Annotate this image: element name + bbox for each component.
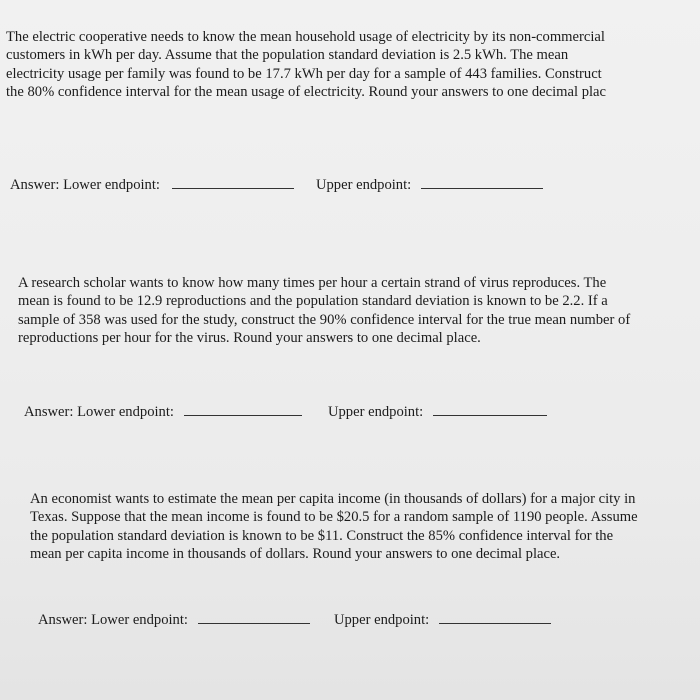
lower-endpoint-label: Answer: Lower endpoint: xyxy=(10,177,160,193)
upper-endpoint-label: Upper endpoint: xyxy=(333,612,430,628)
problem-3-line-1: An economist wants to estimate the mean per capita income (in thousands of dollars) for a major city in xyxy=(30,491,636,507)
problem-2-line-1: A research scholar wants to know how many times per hour a certain strand of virus reproduces. The xyxy=(18,275,607,291)
problem-1-line-3: electricity usage per family was found to be 17.7 kWh per day for a sample of 443 families. Construct xyxy=(6,65,602,82)
problem-3-line-3: the population standard deviation is known to be $11. Construct the 85% confidence interval for the xyxy=(30,527,614,544)
lower-endpoint-blank[interactable] xyxy=(172,176,294,189)
upper-endpoint-blank[interactable] xyxy=(433,403,547,416)
problem-3-text xyxy=(30,490,638,564)
problem-1-answer-row xyxy=(10,176,543,194)
upper-endpoint-blank[interactable] xyxy=(421,176,543,189)
problem-1-line-2: customers in kWh per day. Assume that the population standard deviation is 2.5 kWh. The mean xyxy=(6,47,569,64)
problem-2-line-3: sample of 358 was used for the study, construct the 90% confidence interval for the true mean number of xyxy=(18,311,631,328)
lower-endpoint-label: Answer: Lower endpoint: xyxy=(38,612,188,628)
problem-2-line-4: reproductions per hour for the virus. Round your answers to one decimal place. xyxy=(18,330,481,347)
lower-endpoint-label: Answer: Lower endpoint: xyxy=(24,404,174,420)
problem-3-line-2: Texas. Suppose that the mean income is found to be $20.5 for a random sample of 1190 people. Assume xyxy=(30,509,638,526)
upper-endpoint-label: Upper endpoint: xyxy=(327,404,424,420)
problem-2-text xyxy=(18,274,630,348)
problem-1-line-4: the 80% confidence interval for the mean usage of electricity. Round your answers to one decimal plac xyxy=(6,84,607,101)
problem-3-line-4: mean per capita income in thousands of dollars. Round your answers to one decimal place. xyxy=(30,546,561,563)
problem-1-text xyxy=(6,28,606,102)
lower-endpoint-blank[interactable] xyxy=(184,403,302,416)
lower-endpoint-blank[interactable] xyxy=(198,611,310,624)
problem-2-answer-row xyxy=(24,403,547,421)
problem-1-line-1: The electric cooperative needs to know the mean household usage of electricity by its non-commercial xyxy=(6,29,605,45)
problem-2-line-2: mean is found to be 12.9 reproductions and the population standard deviation is known to be 2.2. If a xyxy=(18,293,608,310)
upper-endpoint-label: Upper endpoint: xyxy=(315,177,412,193)
problem-3-answer-row xyxy=(38,611,551,629)
upper-endpoint-blank[interactable] xyxy=(439,611,551,624)
